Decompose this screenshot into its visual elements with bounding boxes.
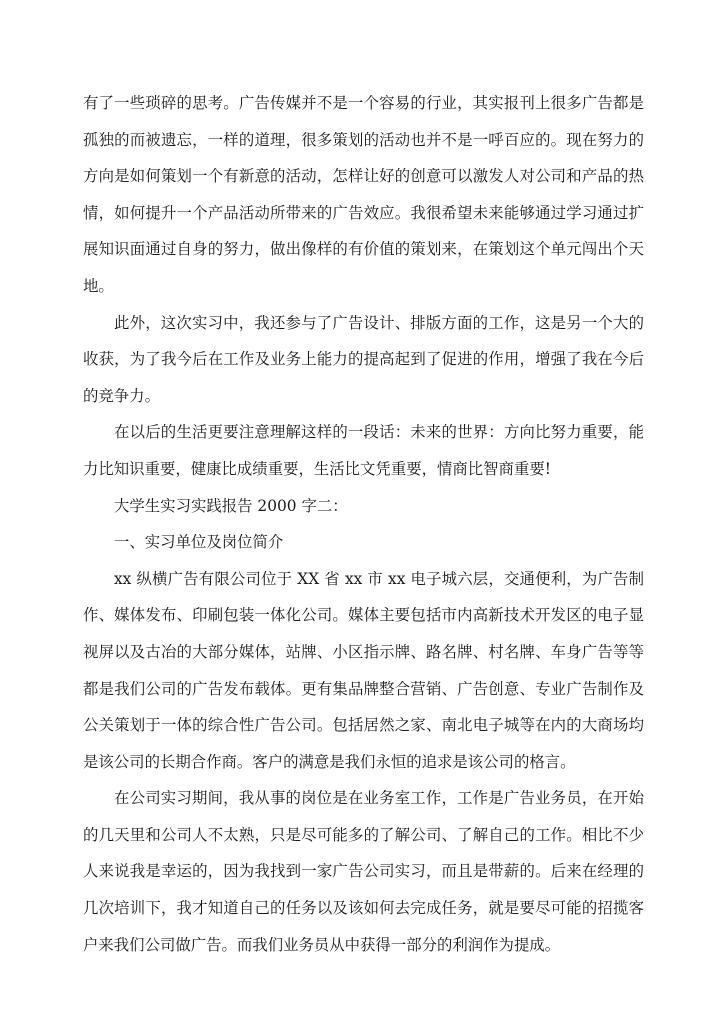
section-heading-company-intro: 一、实习单位及岗位简介 <box>114 533 284 552</box>
document-page <box>83 85 644 963</box>
section-title-report-two: 大学生实习实践报告 2000 字二： <box>114 496 348 515</box>
paragraph-reflection: 有了一些琐碎的思考。广告传媒并不是一个容易的行业，其实报刊上很多广告都是孤独的而被遗忘，一样的道理，很多策划的活动也并不是一呼百应的。现在努力的方向是如何策划一个有新意的活动，怎样让好的创意可以激发人对公司和产品的热情，如何提升一个产品活动所带来的广告效应。我很希望未来能够通过学习通过扩展知识面通过自身的努力，做出像样的有价值的策划来，在策划这个单元闯出个天地。 <box>83 94 644 295</box>
paragraph-internship-duties: 在公司实习期间，我从事的岗位是在业务室工作，工作是广告业务员，在开始的几天里和公司人不太熟，只是尽可能多的了解公司、了解自己的工作。相比不少人来说我是幸运的，因为我找到一家广告公司实习，而且是带薪的。后来在经理的几次培训下，我才知道自己的任务以及该如何去完成任务，就是要尽可能的招揽客户来我们公司做广告。而我们业务员从中获得一部分的利润作为提成。 <box>83 789 644 954</box>
paragraph-design-work: 此外，这次实习中，我还参与了广告设计、排版方面的工作，这是另一个大的收获，为了我今后在工作及业务上能力的提高起到了促进的作用，增强了我在今后的竞争力。 <box>83 313 644 405</box>
paragraph-life-motto: 在以后的生活更要注意理解这样的一段话：未来的世界：方向比努力重要，能力比知识重要，健康比成绩重要，生活比文凭重要，情商比智商重要! <box>83 423 644 478</box>
paragraph-company-description: xx 纵横广告有限公司位于 XX 省 xx 市 xx 电子城六层，交通便利，为广告制作、媒体发布、印刷包装一体化公司。媒体主要包括市内高新技术开发区的电子显视屏以及古冶的大部分媒体，站牌、小区指示牌、路名牌、村名牌、车身广告等等都是我们公司的广告发布载体。更有集品牌整合营销、广告创意、专业广告制作及公关策划于一体的综合性广告公司。包括居然之家、南北电子城等在内的大商场均是该公司的长期合作商。客户的满意是我们永恒的追求是该公司的格言。 <box>83 569 644 771</box>
